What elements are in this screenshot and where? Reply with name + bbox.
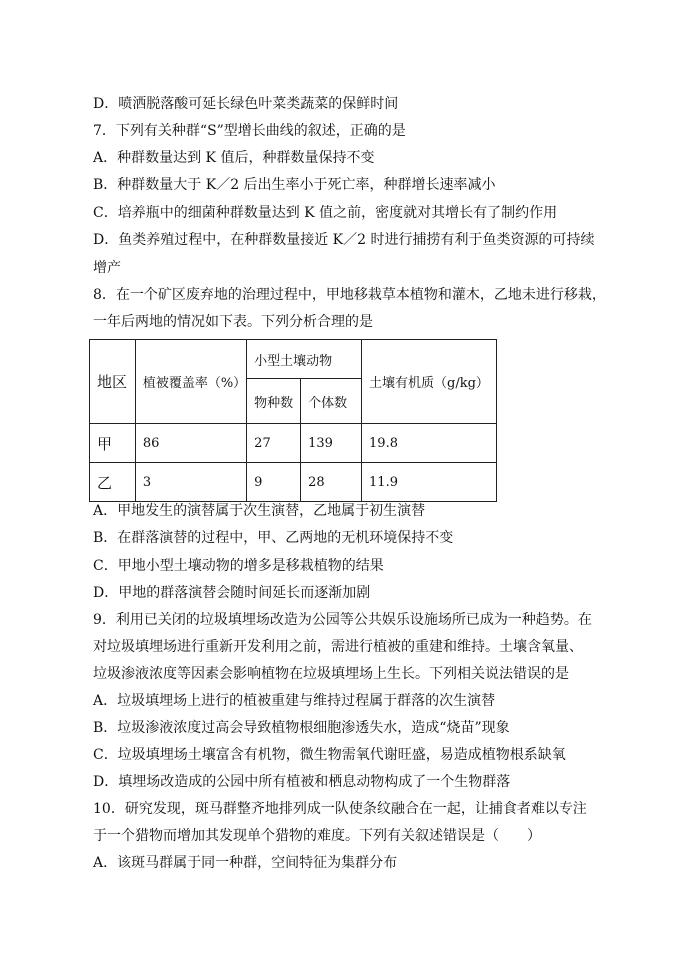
cell-region: 乙 [90,463,136,502]
q8-stem-cont: 一年后两地的情况如下表。下列分析合理的是 [93,314,373,330]
q7-option-d-cont: 增产 [93,260,121,276]
q9-option-a: A．垃圾填埋场上进行的植被重建与维持过程属于群落的次生演替 [93,693,496,709]
q6-option-d: D．喷洒脱落酸可延长绿色叶菜类蔬菜的保鲜时间 [93,96,399,112]
header-vegetation-cover: 植被覆盖率（%） [135,340,246,424]
cell-organic: 19.8 [362,424,497,463]
table-header-row [90,340,497,379]
cell-cover: 3 [135,463,246,502]
cell-count: 139 [301,424,362,463]
q10-stem-cont: 于一个猎物而增加其发现单个猎物的难度。下列有关叙述错误是（ ） [93,828,541,844]
q7-option-c: C．培养瓶中的细菌种群数量达到 K 值之前，密度就对其增长有了制约作用 [93,205,558,221]
q8-data-table [89,339,497,502]
q8-stem: 8．在一个矿区废弃地的治理过程中，甲地移栽草本植物和灌木，乙地未进行移栽， [93,287,606,303]
q8-option-b: B．在群落演替的过程中，甲、乙两地的无机环境保持不变 [93,530,454,546]
header-individual-count: 个体数 [301,379,362,424]
q9-option-c: C．垃圾填埋场土壤富含有机物，微生物需氧代谢旺盛，易造成植物根系缺氧 [93,747,566,763]
header-region: 地区 [90,340,136,424]
q9-stem: 9．利用已关闭的垃圾填埋场改造为公园等公共娱乐设施场所已成为一种趋势。在 [93,612,592,628]
table-row [90,463,497,502]
q8-option-a: A．甲地发生的演替属于次生演替，乙地属于初生演替 [93,503,426,519]
q9-stem-cont-1: 对垃圾填埋场进行重新开发利用之前，需进行植被的重建和维持。土壤含氧量、 [93,639,583,655]
cell-cover: 86 [135,424,246,463]
q9-option-d: D．填埋场改造成的公园中所有植被和栖息动物构成了一个生物群落 [93,774,511,790]
cell-count: 28 [301,463,362,502]
cell-species: 9 [247,463,301,502]
cell-region: 甲 [90,424,136,463]
header-soil-animals: 小型土壤动物 [247,340,362,379]
q8-option-c: C．甲地小型土壤动物的增多是移栽植物的结果 [93,558,384,574]
q7-stem: 7．下列有关种群“S”型增长曲线的叙述，正确的是 [93,123,406,139]
q9-option-b: B．垃圾渗液浓度过高会导致植物根细胞渗透失水，造成“烧苗”现象 [93,720,510,736]
q9-stem-cont-2: 垃圾渗液浓度等因素会影响植物在垃圾填埋场上生长。下列相关说法错误的是 [93,666,569,682]
q7-option-a: A．种群数量达到 K 值后，种群数量保持不变 [93,150,375,166]
cell-species: 27 [247,424,301,463]
table-row [90,424,497,463]
q7-option-d: D．鱼类养殖过程中，在种群数量接近 K／2 时进行捕捞有利于鱼类资源的可持续 [93,232,595,248]
header-soil-organic-matter: 土壤有机质（g/kg） [362,340,497,424]
cell-organic: 11.9 [362,463,497,502]
header-species-count: 物种数 [247,379,301,424]
q10-option-a: A．该斑马群属于同一种群，空间特征为集群分布 [93,855,398,871]
q7-option-b: B．种群数量大于 K／2 后出生率小于死亡率，种群增长速率减小 [93,177,496,193]
q10-stem: 10．研究发现，斑马群整齐地排列成一队使条纹融合在一起，让捕食者难以专注 [93,801,587,817]
q8-option-d: D．甲地的群落演替会随时间延长而逐渐加剧 [93,585,371,601]
